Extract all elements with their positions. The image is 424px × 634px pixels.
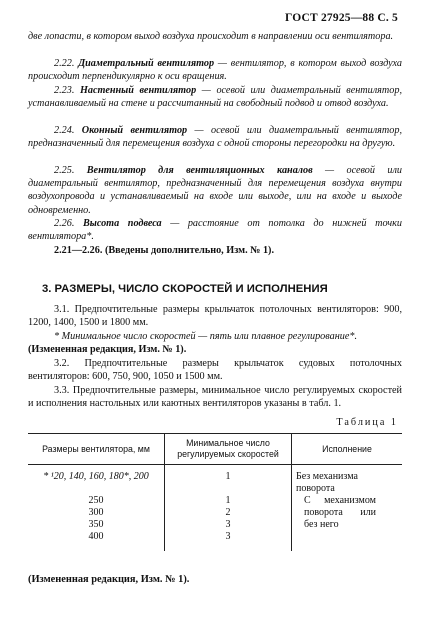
row1-size: * ¹20, 140, 160, 180*, 200 bbox=[43, 471, 149, 482]
definition-2-25: 2.25. Вентилятор для вентиляционных каналов — осевой или диаметральный вентилятор, предназначенный для перемещения воздуха внутри воздухопровода и устанавливаемый на входе или выходе, или на входе и выходе одновременно. bbox=[28, 165, 402, 216]
amendment-note: 2.21—2.26. (Введены дополнительно, Изм. № 1). bbox=[54, 245, 275, 256]
row2-execution: С механизмом поворота или без него bbox=[292, 495, 403, 551]
table-row bbox=[28, 465, 402, 496]
row1-speeds: 1 bbox=[165, 465, 292, 496]
table-row bbox=[28, 495, 402, 551]
header-size: Размеры вентилятора, мм bbox=[28, 434, 165, 465]
paragraph-3-3: 3.3. Предпочтительные размеры, минимальное число регулируемых скоростей и исполнения настольных или каютных вентиляторов указаны в табл. 1. bbox=[28, 385, 402, 410]
paragraph-3-1: 3.1. Предпочтительные размеры крыльчаток потолочных вентиляторов: 900, 1200, 1400, 1500 и 1800 мм. bbox=[28, 304, 402, 329]
page-header: ГОСТ 27925—88 С. 5 bbox=[285, 12, 398, 24]
header-speeds: Минимальное число регулируемых скоростей bbox=[165, 434, 292, 465]
footer-edit-note: (Измененная редакция, Изм. № 1). bbox=[28, 574, 190, 585]
top-paragraph: две лопасти, в котором выход воздуха происходит в направлении оси вентилятора. bbox=[28, 31, 394, 42]
section-title: 3. РАЗМЕРЫ, ЧИСЛО СКОРОСТЕЙ И ИСПОЛНЕНИЯ bbox=[42, 283, 328, 295]
row2-speeds: 1 2 3 3 bbox=[165, 495, 292, 551]
definition-2-26: 2.26. Высота подвеса — расстояние от потолка до нижней точки вентилятора*. bbox=[28, 218, 402, 243]
row1-execution: Без механизма поворота bbox=[292, 465, 403, 496]
header-execution: Исполнение bbox=[292, 434, 403, 465]
paragraph-3-1-edit: (Измененная редакция, Изм. № 1). bbox=[28, 344, 187, 355]
definition-2-23: 2.23. Настенный вентилятор — осевой или диаметральный вентилятор, устанавливаемый на стене и рассчитанный на свободный подвод и отвод воздуха. bbox=[28, 85, 403, 110]
paragraph-3-1-note: * Минимальное число скоростей — пять или плавное регулирование*. bbox=[54, 331, 358, 342]
definition-2-24: 2.24. Оконный вентилятор — осевой или диаметральный вентилятор, предназначенный для перемещения воздуха с одной стороны перегородки на другую. bbox=[28, 125, 402, 150]
paragraph-3-2: 3.2. Предпочтительные размеры крыльчаток судовых потолочных вентиляторов: 600, 750, 900, 1050 и 1500 мм. bbox=[28, 358, 402, 383]
row2-sizes: 250 300 350 400 bbox=[88, 495, 104, 542]
definition-2-22: 2.22. Диаметральный вентилятор — вентилятор, в котором выход воздуха происходит перпендикулярно к оси вращения. bbox=[28, 58, 402, 83]
table-caption: Таблица 1 bbox=[336, 417, 398, 428]
spec-table bbox=[28, 433, 402, 551]
table-header-row bbox=[28, 434, 402, 465]
